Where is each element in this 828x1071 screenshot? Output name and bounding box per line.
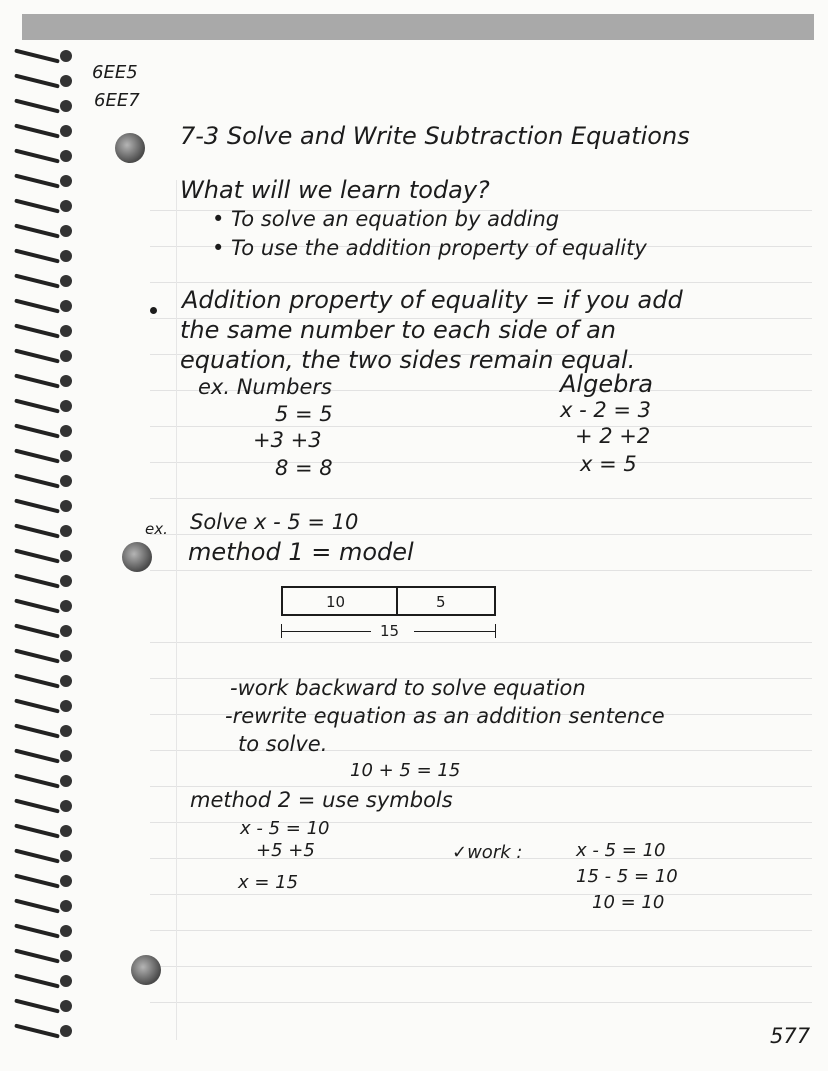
spiral-coil bbox=[14, 648, 74, 664]
example-algebra-label: Algebra bbox=[560, 370, 653, 398]
spiral-coil bbox=[14, 173, 74, 189]
algebra-line: + 2 +2 bbox=[575, 424, 651, 448]
property-line: Addition property of equality = if you add bbox=[182, 286, 683, 314]
property-line: equation, the two sides remain equal. bbox=[180, 346, 636, 374]
spiral-binding bbox=[0, 40, 86, 1060]
example-label: ex. bbox=[145, 520, 168, 538]
spiral-coil bbox=[14, 798, 74, 814]
ruled-line bbox=[150, 894, 812, 895]
spiral-coil bbox=[14, 1023, 74, 1039]
spiral-coil bbox=[14, 223, 74, 239]
spiral-coil bbox=[14, 948, 74, 964]
margin-line bbox=[176, 180, 177, 1040]
addition-sentence: 10 + 5 = 15 bbox=[350, 760, 461, 781]
spiral-coil bbox=[14, 423, 74, 439]
spiral-coil bbox=[14, 923, 74, 939]
spiral-coil bbox=[14, 598, 74, 614]
spiral-coil bbox=[14, 198, 74, 214]
spiral-coil bbox=[14, 748, 74, 764]
numbers-line: +3 +3 bbox=[253, 428, 322, 452]
check-work-label: ✓work : bbox=[452, 842, 523, 863]
symbols-line: x = 15 bbox=[238, 872, 299, 893]
spiral-coil bbox=[14, 48, 74, 64]
punch-hole bbox=[131, 955, 161, 985]
example-problem: Solve x - 5 = 10 bbox=[190, 510, 359, 534]
spiral-coil bbox=[14, 573, 74, 589]
spiral-coil bbox=[14, 673, 74, 689]
span-right-cap bbox=[495, 624, 496, 638]
bullet-dot bbox=[150, 307, 157, 314]
ruled-line bbox=[150, 498, 812, 499]
spiral-coil bbox=[14, 898, 74, 914]
ruled-line bbox=[150, 534, 812, 535]
spiral-coil bbox=[14, 698, 74, 714]
ruled-line bbox=[150, 786, 812, 787]
spiral-coil bbox=[14, 398, 74, 414]
ruled-line bbox=[150, 282, 812, 283]
bar-model-part: 5 bbox=[436, 593, 446, 611]
symbols-line: x - 5 = 10 bbox=[240, 818, 330, 839]
ruled-line bbox=[150, 570, 812, 571]
spiral-coil bbox=[14, 348, 74, 364]
punch-hole bbox=[122, 542, 152, 572]
spiral-coil bbox=[14, 323, 74, 339]
spiral-coil bbox=[14, 848, 74, 864]
spiral-coil bbox=[14, 498, 74, 514]
spiral-coil bbox=[14, 623, 74, 639]
span-line-right bbox=[414, 631, 496, 632]
algebra-line: x - 2 = 3 bbox=[560, 398, 652, 422]
spiral-coil bbox=[14, 973, 74, 989]
bar-model bbox=[281, 586, 496, 616]
learn-question: What will we learn today? bbox=[180, 176, 490, 204]
numbers-line: 8 = 8 bbox=[275, 456, 333, 480]
ruled-line bbox=[150, 930, 812, 931]
learn-goal: • To use the addition property of equality bbox=[212, 236, 647, 260]
spiral-coil bbox=[14, 473, 74, 489]
spiral-coil bbox=[14, 273, 74, 289]
spiral-coil bbox=[14, 548, 74, 564]
spiral-coil bbox=[14, 823, 74, 839]
method1-heading: method 1 = model bbox=[188, 538, 414, 566]
spiral-coil bbox=[14, 148, 74, 164]
spiral-coil bbox=[14, 723, 74, 739]
example-numbers-label: ex. Numbers bbox=[198, 375, 332, 399]
spiral-coil bbox=[14, 448, 74, 464]
spiral-coil bbox=[14, 298, 74, 314]
solve-note: to solve. bbox=[238, 732, 328, 756]
check-line: 15 - 5 = 10 bbox=[576, 866, 678, 887]
bar-model-part: 10 bbox=[326, 593, 346, 611]
check-line: x - 5 = 10 bbox=[576, 840, 666, 861]
numbers-line: 5 = 5 bbox=[275, 402, 333, 426]
page-top-edge bbox=[22, 14, 814, 40]
symbols-line: +5 +5 bbox=[256, 840, 315, 861]
standard-code: 6EE5 bbox=[92, 62, 138, 83]
check-line: 10 = 10 bbox=[592, 892, 665, 913]
punch-hole bbox=[115, 133, 145, 163]
spiral-coil bbox=[14, 73, 74, 89]
page-number: 577 bbox=[770, 1024, 811, 1048]
page-title: 7-3 Solve and Write Subtraction Equations bbox=[180, 122, 690, 150]
spiral-coil bbox=[14, 98, 74, 114]
span-line-left bbox=[281, 631, 371, 632]
spiral-coil bbox=[14, 873, 74, 889]
method2-heading: method 2 = use symbols bbox=[190, 788, 453, 812]
standard-code: 6EE7 bbox=[94, 90, 140, 111]
algebra-line: x = 5 bbox=[580, 452, 637, 476]
spiral-coil bbox=[14, 998, 74, 1014]
property-line: the same number to each side of an bbox=[180, 316, 617, 344]
bar-model-divider bbox=[396, 586, 398, 616]
solve-note: -rewrite equation as an addition sentence bbox=[225, 704, 665, 728]
spiral-coil bbox=[14, 373, 74, 389]
ruled-line bbox=[150, 966, 812, 967]
ruled-line bbox=[150, 642, 812, 643]
solve-note: -work backward to solve equation bbox=[230, 676, 586, 700]
ruled-line bbox=[150, 1002, 812, 1003]
spiral-coil bbox=[14, 123, 74, 139]
ruled-line bbox=[150, 462, 812, 463]
learn-goal: • To solve an equation by adding bbox=[212, 207, 560, 231]
spiral-coil bbox=[14, 773, 74, 789]
spiral-coil bbox=[14, 248, 74, 264]
bar-model-total: 15 bbox=[380, 622, 400, 640]
ruled-line bbox=[150, 426, 812, 427]
spiral-coil bbox=[14, 523, 74, 539]
